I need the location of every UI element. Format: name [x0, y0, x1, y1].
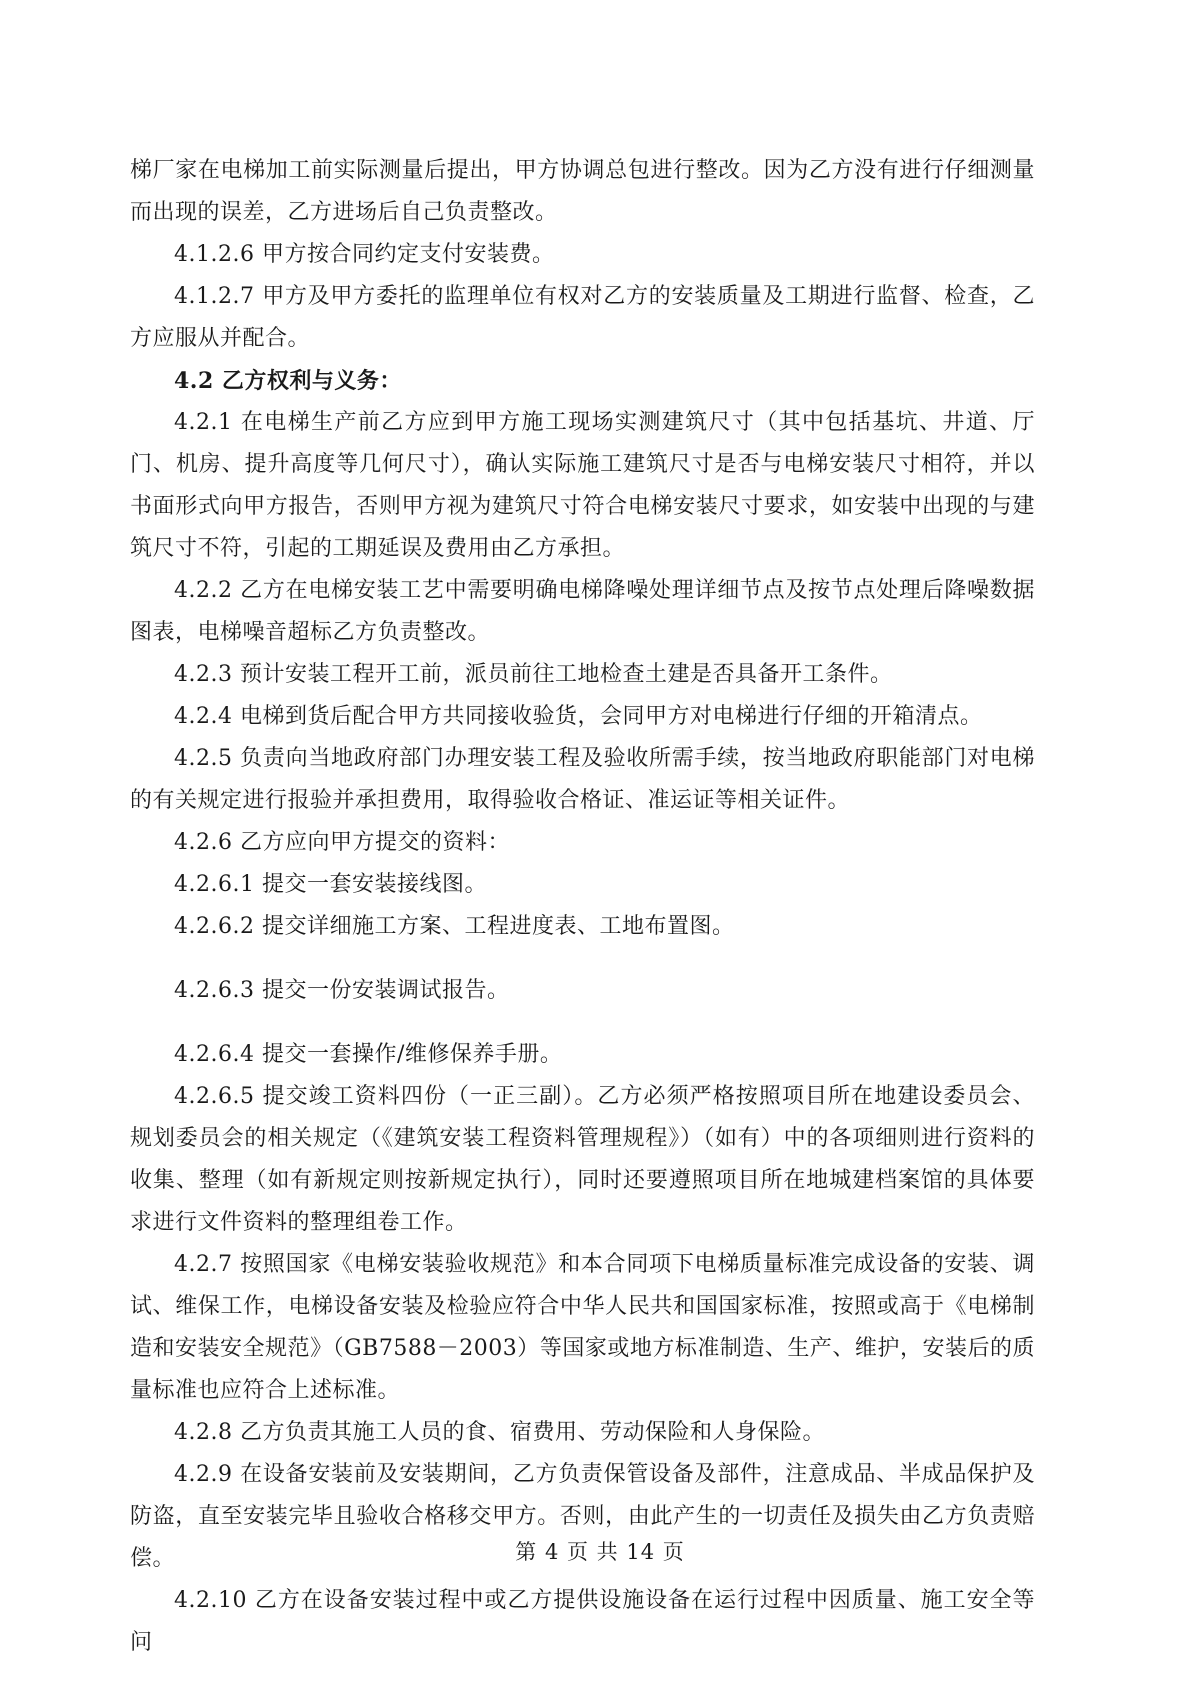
clause-4-2-10: 4.2.10 乙方在设备安装过程中或乙方提供设施设备在运行过程中因质量、施工安全等问 — [130, 1588, 1035, 1655]
clause-4-2-6-3: 4.2.6.3 提交一份安装调试报告。 — [174, 978, 510, 1003]
clause-4-1-2-7: 4.1.2.7 甲方及甲方委托的监理单位有权对乙方的安装质量及工期进行监督、检查，乙方应服从并配合。 — [130, 284, 1035, 351]
section-heading-4-2: 4.2 乙方权利与义务： — [174, 368, 402, 394]
clause-4-2-8: 4.2.8 乙方负责其施工人员的食、宿费用、劳动保险和人身保险。 — [174, 1420, 825, 1445]
clause-4-2-6: 4.2.6 乙方应向甲方提交的资料： — [174, 830, 510, 855]
paragraph-continuation: 梯厂家在电梯加工前实际测量后提出，甲方协调总包进行整改。因为乙方没有进行仔细测量而出现的误差，乙方进场后自己负责整改。 — [130, 158, 1035, 225]
clause-4-2-4: 4.2.4 电梯到货后配合甲方共同接收验货，会同甲方对电梯进行仔细的开箱清点。 — [174, 704, 983, 729]
clause-4-2-7: 4.2.7 按照国家《电梯安装验收规范》和本合同项下电梯质量标准完成设备的安装、调试、维保工作，电梯设备安装及检验应符合中华人民共和国国家标准，按照或高于《电梯制造和安装安全规范》（GB7588－2003）等国家或地方标准制造、生产、维护，安装后的质量标准也应符合上述标准。 — [130, 1252, 1035, 1403]
clause-4-2-9: 4.2.9 在设备安装前及安装期间，乙方负责保管设备及部件，注意成品、半成品保护及防盗，直至安装完毕且验收合格移交甲方。否则，由此产生的一切责任及损失由乙方负责赔偿。 — [130, 1462, 1035, 1571]
clause-4-2-1: 4.2.1 在电梯生产前乙方应到甲方施工现场实测建筑尺寸（其中包括基坑、井道、厅门、机房、提升高度等几何尺寸），确认实际施工建筑尺寸是否与电梯安装尺寸相符，并以书面形式向甲方报告，否则甲方视为建筑尺寸符合电梯安装尺寸要求，如安装中出现的与建筑尺寸不符，引起的工期延误及费用由乙方承担。 — [130, 410, 1035, 561]
clause-4-2-5: 4.2.5 负责向当地政府部门办理安装工程及验收所需手续，按当地政府职能部门对电梯的有关规定进行报验并承担费用，取得验收合格证、准运证等相关证件。 — [130, 746, 1035, 813]
page-number-label: 第 4 页 共 14 页 — [515, 1540, 685, 1564]
clause-4-2-6-2: 4.2.6.2 提交详细施工方案、工程进度表、工地布置图。 — [174, 914, 735, 939]
document-body — [130, 150, 1035, 1664]
clause-4-2-6-1: 4.2.6.1 提交一套安装接线图。 — [174, 872, 487, 897]
clause-4-2-3: 4.2.3 预计安装工程开工前，派员前往工地检查土建是否具备开工条件。 — [174, 662, 893, 687]
clause-4-1-2-6: 4.1.2.6 甲方按合同约定支付安装费。 — [174, 242, 555, 267]
page-footer — [0, 1536, 1200, 1566]
clause-4-2-6-5: 4.2.6.5 提交竣工资料四份（一正三副）。乙方必须严格按照项目所在地建设委员会、规划委员会的相关规定（《建筑安装工程资料管理规程》）（如有）中的各项细则进行资料的收集、整理（如有新规定则按新规定执行），同时还要遵照项目所在地城建档案馆的具体要求进行文件资料的整理组卷工作。 — [130, 1084, 1035, 1235]
clause-4-2-2: 4.2.2 乙方在电梯安装工艺中需要明确电梯降噪处理详细节点及按节点处理后降噪数据图表，电梯噪音超标乙方负责整改。 — [130, 578, 1035, 645]
clause-4-2-6-4: 4.2.6.4 提交一套操作/维修保养手册。 — [174, 1042, 563, 1067]
